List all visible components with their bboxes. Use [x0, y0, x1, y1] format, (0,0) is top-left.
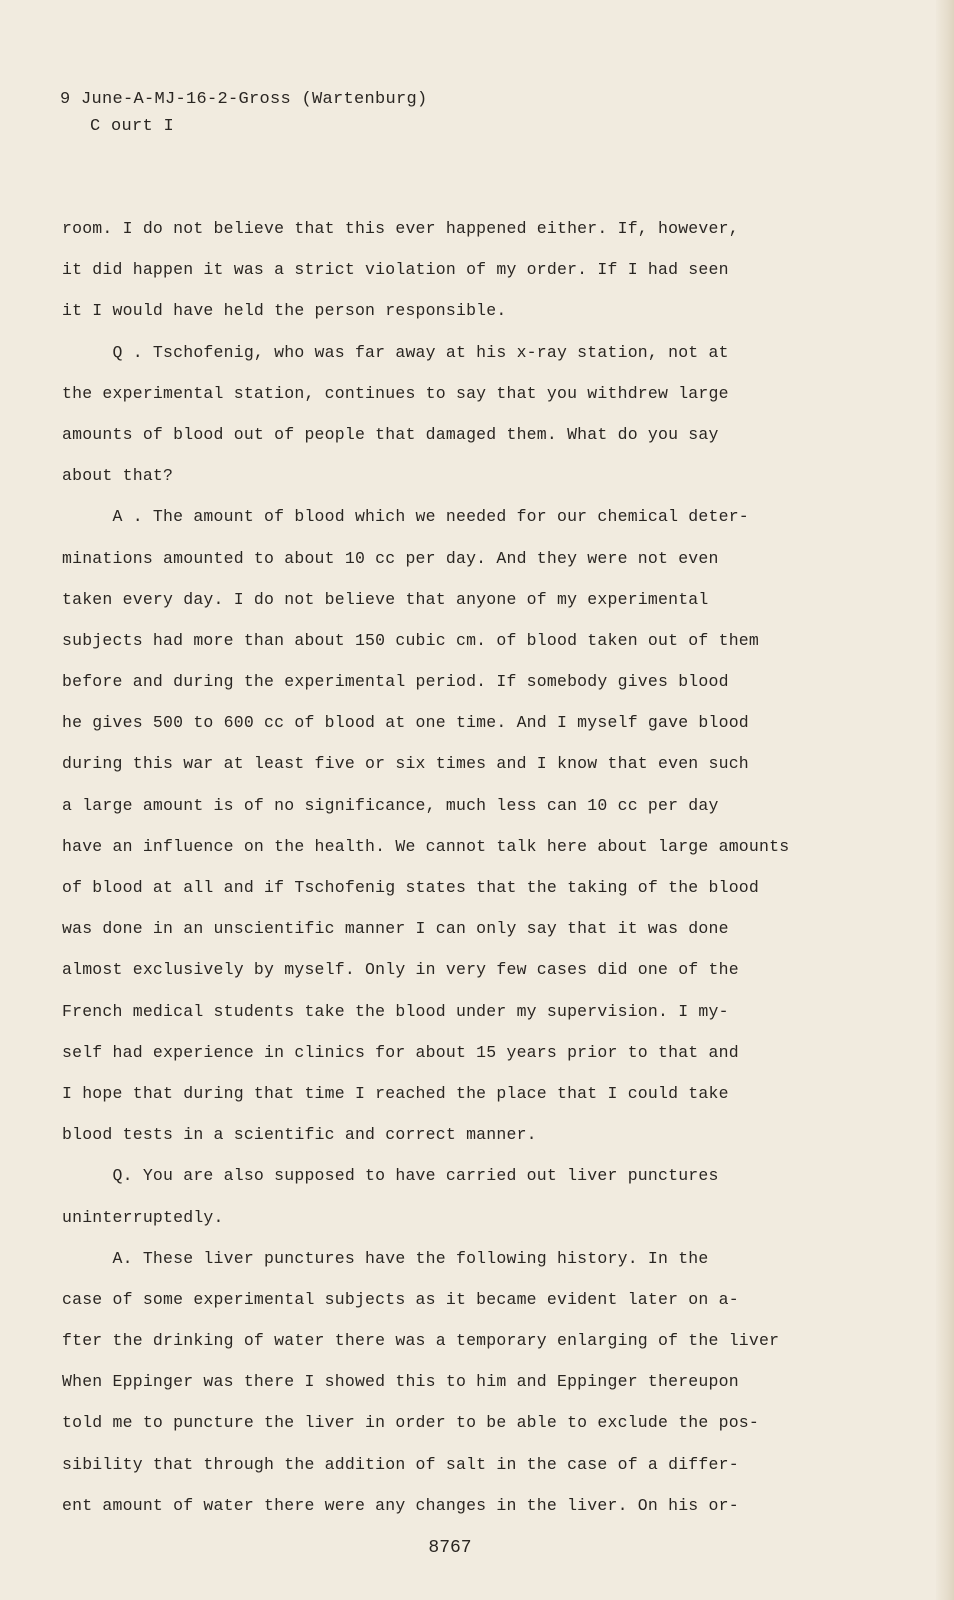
text-line: self had experience in clinics for about 15 years prior to that and	[62, 1042, 739, 1062]
text-line: fter the drinking of water there was a temporary enlarging of the liver	[62, 1331, 780, 1351]
text-line: When Eppinger was there I showed this to him and Eppinger thereupon	[62, 1372, 739, 1392]
text-line: ent amount of water there were any changes in the liver. On his or-	[62, 1495, 739, 1515]
text-line: case of some experimental subjects as it became evident later on a-	[62, 1289, 739, 1309]
text-line: during this war at least five or six times and I know that even such	[62, 754, 749, 774]
text-line: blood tests in a scientific and correct manner.	[62, 1125, 537, 1145]
reference-line: 9 June-A-MJ-16-2-Gross (Wartenburg)	[60, 90, 428, 109]
text-line: of blood at all and if Tschofenig states that the taking of the blood	[62, 878, 760, 897]
document-header	[60, 86, 428, 140]
text-line: subjects had more than about 150 cubic cm. of blood taken out of them	[62, 630, 760, 650]
page-edge	[936, 0, 954, 1600]
text-line: Q. You are also supposed to have carried out liver punctures	[62, 1166, 719, 1186]
text-line: taken every day. I do not believe that anyone of my experimental	[62, 589, 709, 609]
text-line: the experimental station, continues to say that you withdrew large	[62, 383, 729, 403]
page-number: 8767	[428, 1538, 472, 1558]
text-line: room. I do not believe that this ever happened either. If, however,	[62, 219, 739, 238]
text-line: sibility that through the addition of salt in the case of a differ-	[62, 1454, 739, 1474]
text-line: a large amount is of no significance, much less can 10 cc per day	[62, 795, 719, 815]
text-line: I hope that during that time I reached the place that I could take	[62, 1083, 729, 1103]
text-line: French medical students take the blood under my supervision. I my-	[62, 1001, 729, 1021]
text-line: Q . Tschofenig, who was far away at his x-ray station, not at	[62, 342, 729, 362]
text-line: he gives 500 to 600 cc of blood at one time. And I myself gave blood	[62, 713, 749, 733]
text-line: before and during the experimental period. If somebody gives blood	[62, 672, 729, 692]
text-line: minations amounted to about 10 cc per day. And they were not even	[62, 548, 719, 568]
text-line: was done in an unscientific manner I can only say that it was done	[62, 919, 729, 939]
text-line: almost exclusively by myself. Only in very few cases did one of the	[62, 960, 739, 980]
text-line: it did happen it was a strict violation of my order. If I had seen	[62, 260, 729, 280]
text-line: A. These liver punctures have the following history. In the	[62, 1248, 709, 1268]
text-line: told me to puncture the liver in order to be able to exclude the pos-	[62, 1413, 760, 1433]
text-line: it I would have held the person responsible.	[62, 301, 507, 321]
text-line: uninterruptedly.	[62, 1207, 224, 1227]
text-line: amounts of blood out of people that damaged them. What do you say	[62, 424, 719, 444]
text-line: A . The amount of blood which we needed for our chemical deter-	[62, 507, 749, 527]
court-line: C ourt I	[90, 117, 175, 136]
testimony-text	[62, 208, 802, 1526]
text-line: have an influence on the health. We cannot talk here about large amounts	[62, 836, 790, 856]
text-line: about that?	[62, 466, 174, 486]
